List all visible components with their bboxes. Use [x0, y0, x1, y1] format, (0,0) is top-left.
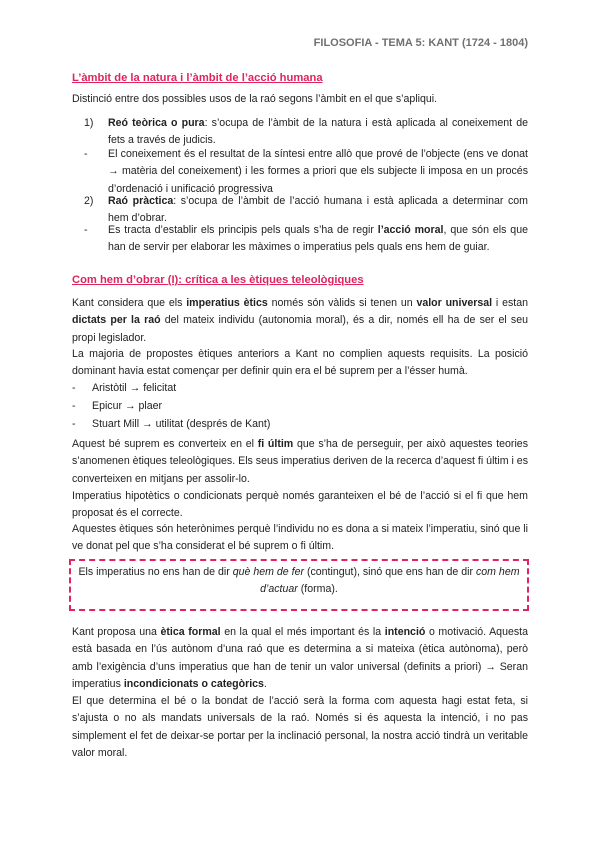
text: o motivació. Aquesta està basada en l’ús autònom d’una raó que es determina a si mateixa (ètica autònoma), però amb l’exigència d’uns imperatius que han de tenir un valor universal (definits a priori) → Seran imperatius: [72, 626, 528, 690]
paragraph-formal-ethics: [72, 624, 528, 693]
bold-categorical: incondicionats o categòrics: [123, 677, 264, 690]
paragraph-heteronomous-ethics: Aquestes ètiques són heterònimes perquè l’individu no es dona a si mateix l’imperatiu, sinó que li ve donat pel que s’ha considerat el bé suprem o fi últim.: [72, 523, 528, 553]
dash-marker: -: [84, 224, 88, 236]
text: (forma).: [297, 583, 338, 596]
bold-moral-action: l’acció moral: [377, 224, 444, 236]
bold-formal-ethics: ètica formal: [160, 626, 221, 638]
text: que s’ha de perseguir, per això aquestes teories s’anomenen ètiques teleològiques. Els seus imperatius deriven de la recerca d’aquest fi últim i es converteixen en mitjans per assolir-lo.: [72, 438, 528, 485]
page-header: FILOSOFIA - TEMA 5: KANT (1724 - 1804): [313, 37, 528, 49]
bold-ethical-imperatives: imperatius ètics: [186, 297, 268, 309]
section-title-teleological-ethics: Com hem d’obrar (I): crítica a les ètiques teleològiques: [72, 274, 364, 286]
dash-marker: -: [72, 418, 76, 430]
item-text: : s’ocupa de l’àmbit de la natura i està aplicada al coneixement de fets a través de judicis.: [108, 117, 528, 147]
philosopher-list-item: [72, 416, 528, 433]
highlight-box: [69, 559, 529, 611]
dash-text: Es tracta d’establir els principis pels quals s’ha de regir: [108, 224, 378, 236]
section-title-nature-action: L’àmbit de la natura i l’àmbit de l’acció humana: [72, 72, 323, 84]
list-marker: 1): [84, 117, 94, 129]
italic-what-to-do: què hem de fer: [232, 566, 304, 578]
text: només són vàlids si tenen un: [267, 297, 417, 309]
dash-text: El coneixement és el resultat de la síntesi entre allò que prové de l’objecte (ens ve donat → matèria del coneixement) i les formes a priori que els subjecte li imposa en un procés d’ordenació i unificació progressiva: [108, 148, 528, 195]
text: en la qual el més important és la: [220, 626, 385, 638]
bold-intention: intenció: [384, 626, 426, 638]
bold-universal-value: valor universal: [416, 297, 493, 309]
text: Aquest bé suprem es converteix en el: [72, 438, 258, 450]
dash-marker: -: [72, 400, 76, 412]
bold-final-end: fi últim: [257, 438, 294, 450]
paragraph-moral-value: El que determina el bé o la bondat de l’acció serà la forma com aquesta hagi estat feta, si s’ajusta o no als mandats universals de la raó. Només si és aquesta la intenció, i no pas simplement el fet de deixar-se portar per la inclinació personal, la nostra acció tindrà un veritable valor moral.: [72, 695, 528, 759]
list-item-theoretical-reason: [84, 115, 528, 150]
dash-text: , que són els que han de servir per elaborar les màximes o imperatius pels quals ens hem de guiar.: [108, 224, 528, 254]
paragraph-final-end: [72, 436, 528, 488]
list-text: Stuart Mill → utilitat (després de Kant): [92, 418, 271, 430]
list-text: Epicur → plaer: [92, 400, 163, 412]
paragraph-imperatives: [72, 295, 528, 347]
paragraph-previous-ethics: La majoria de propostes ètiques anteriors a Kant no complien aquests requisits. La posició dominant havia estat començar per definir quin era el bé suprem per a l’ésser humà.: [72, 348, 528, 378]
bold-dictated-by-reason: dictats per la raó: [72, 314, 161, 327]
dash-marker: -: [72, 382, 76, 394]
list-text: Aristòtil → felicitat: [92, 382, 177, 394]
paragraph-hypothetical-imperatives: Imperatius hipotètics o condicionats perquè només garanteixen el bé de l’acció si el fi que hem proposat és el correcte.: [72, 490, 528, 520]
dash-item-moral-action: [84, 222, 528, 257]
intro-paragraph: Distinció entre dos possibles usos de la raó segons l’àmbit en el que s’apliqui.: [72, 93, 438, 105]
list-marker: 2): [84, 195, 94, 207]
term-practical-reason: Raó pràctica: [108, 195, 174, 207]
philosopher-list-item: [72, 398, 528, 415]
dash-marker: -: [84, 148, 88, 160]
text: del mateix individu (autonomia moral), és a dir, només ell ha de ser el seu propi legislador.: [72, 314, 529, 344]
text: Kant proposa una: [72, 626, 161, 638]
philosopher-list-item: [72, 380, 528, 397]
text: (contingut), sinó que ens han de dir: [304, 566, 476, 578]
text: .: [263, 677, 267, 690]
italic-how-to-act: com hem d’actuar: [260, 566, 520, 596]
text: Els imperatius no ens han de dir: [78, 566, 233, 578]
text: Kant considera que els: [72, 297, 187, 309]
text: i estan: [492, 297, 529, 309]
item-text: : s’ocupa de l’àmbit de l’acció humana i està aplicada a determinar com hem d’obrar.: [108, 195, 528, 225]
dash-item-knowledge: [84, 146, 528, 198]
term-theoretical-reason: Reó teòrica o pura: [108, 117, 205, 129]
